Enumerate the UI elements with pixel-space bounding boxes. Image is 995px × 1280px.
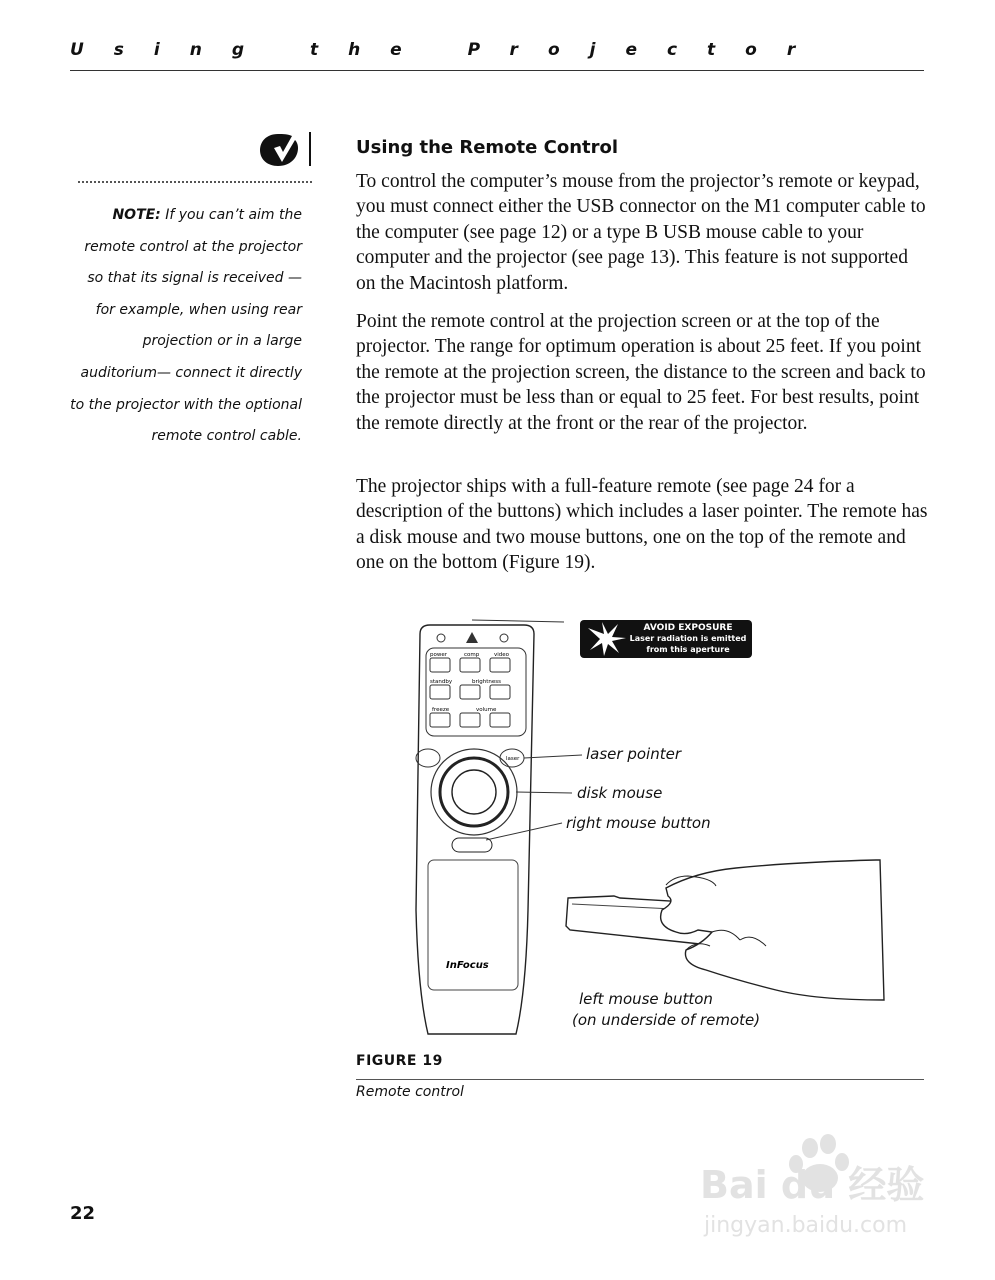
label-video: video [494,652,510,658]
figure-label: FIGURE 19 [356,1053,443,1069]
paragraph-2: Point the remote control at the projection screen or at the top of the projector. The range for optimum operation is about 25 feet. If you point the remote at the projection screen, the distance to the screen and back to the projector must be less than or equal to 25 feet. For best results, point the remote directly at the front or the rear of the projector. [356,311,926,434]
callout-left-mouse-button: left mouse button [579,990,713,1008]
note-checkmark-icon [258,132,302,168]
hand-outline [661,860,884,1000]
dotted-divider [78,181,312,183]
header-rule [70,70,924,71]
paragraph-3: The projector ships with a full-feature remote (see page 24 for a description of the buttons) which includes a laser pointer. The remote has a disk mouse and two mouse buttons, one on the top of the remote and one on the bottom (Figure 19). [356,476,928,574]
figure-remote-control [356,610,924,1040]
page-number: 22 [70,1203,96,1224]
figure-rule [356,1079,924,1080]
brand-logo: InFocus [446,960,489,971]
baidu-watermark [700,1130,950,1240]
note-text: If you can’t aim the remote control at the projector so that its signal is received — for example, when using rear projection or in a large auditorium— connect it directly to the projector with the optional remote control cable. [70,207,302,445]
section-title: Using the Remote Control [356,137,619,158]
running-head: Using the Projector [70,40,826,60]
top-leader-line [472,620,564,622]
figure-caption: Remote control [356,1084,464,1100]
label-power: power [430,652,447,658]
sidebar-note [70,200,302,453]
watermark-brand: Bai du 经验 [700,1163,925,1207]
callout-laser-pointer: laser pointer [586,745,681,763]
label-standby: standby [430,679,453,685]
remote-body [416,625,534,1034]
note-lead: NOTE: [112,207,161,223]
warning-line-2: from this aperture [646,645,730,654]
label-laser: laser [506,756,520,762]
watermark-url: jingyan.baidu.com [704,1213,908,1238]
paragraph-1: To control the computer’s mouse from the projector’s remote or keypad, you must connect either the USB connector on the M1 computer cable to the computer (see page 12) or a type B USB mouse cable to your computer and the projector (see page 13). This feature is not supported on the Macintosh platform. [356,171,926,294]
warning-title: AVOID EXPOSURE [643,623,733,633]
label-comp: comp [464,652,480,658]
laser-leader-line [524,755,582,758]
label-brightness: brightness [472,679,502,685]
label-volume: volume [476,707,497,713]
callout-disk-mouse: disk mouse [577,784,663,802]
callout-right-mouse-button: right mouse button [566,814,711,832]
note-bar [309,132,311,166]
callout-underside: (on underside of remote) [572,1011,761,1029]
label-freeze: freeze [432,707,450,713]
warning-line-1: Laser radiation is emitted [629,634,747,643]
